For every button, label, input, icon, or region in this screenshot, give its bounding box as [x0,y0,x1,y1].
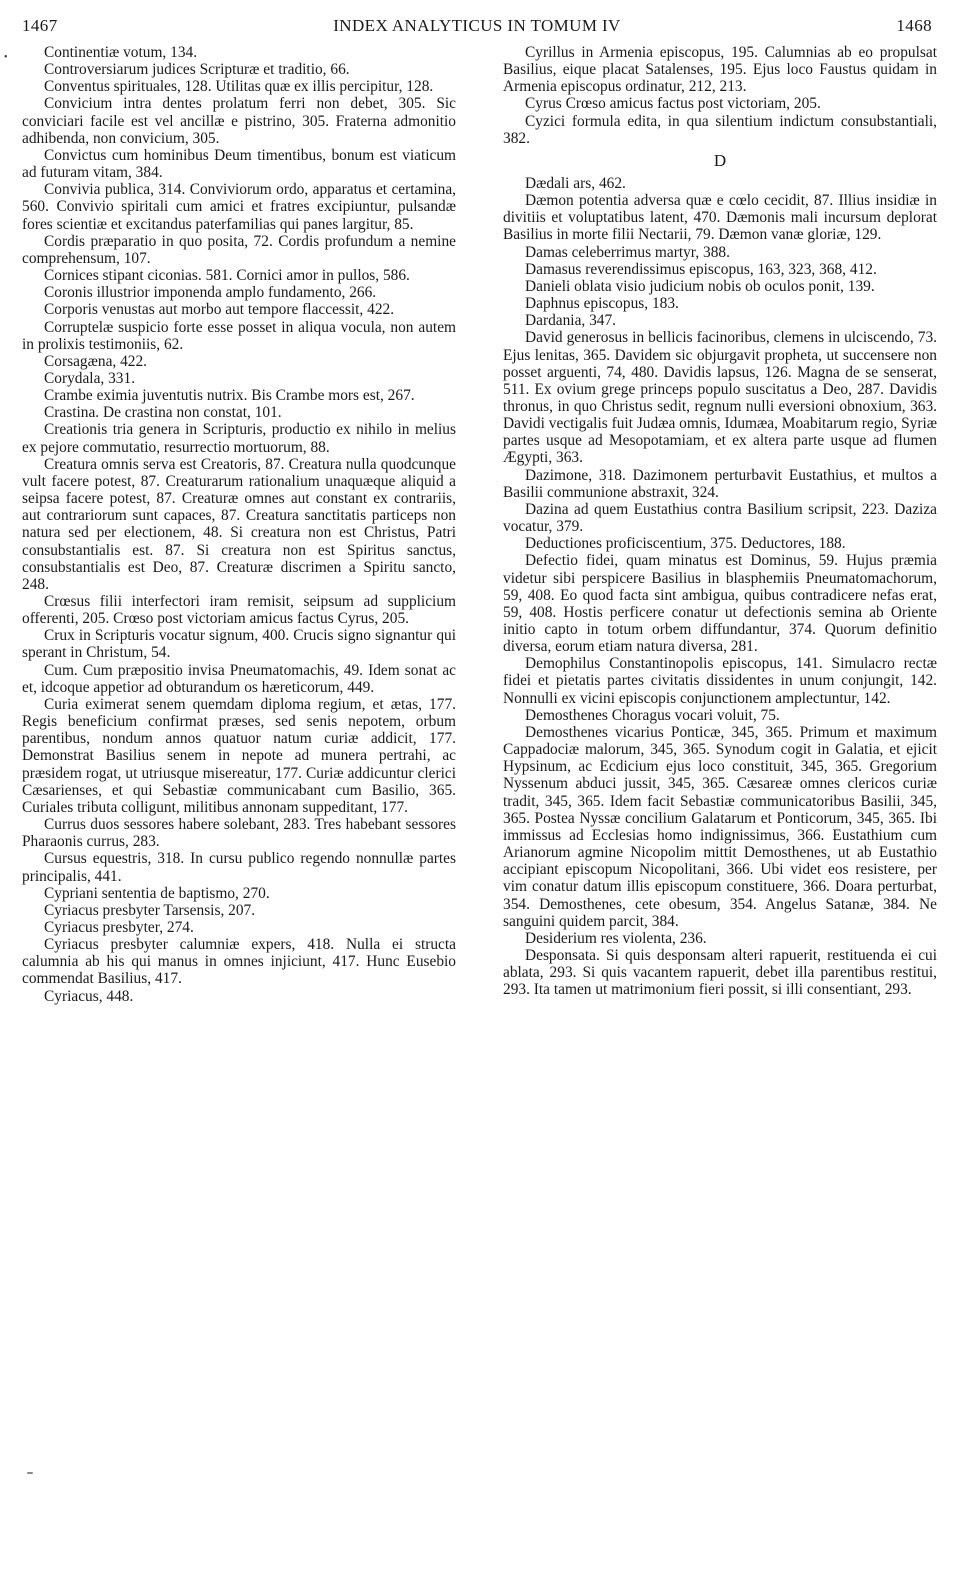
index-entry: Convivia publica, 314. Conviviorum ordo, apparatus et certamina, 560. Convivio spiritali cum amici et fratres excipiuntur, pulsandæ fores scientiæ et excitandus paterfamilias qui panes largitur, 85. [22,181,456,233]
index-entry: Cypriani sententia de baptismo, 270. [44,884,270,902]
index-entry: Dardania, 347. [525,312,617,330]
index-entries-d [503,175,937,999]
index-entry: Demophilus Constantinopolis episcopus, 141. Simulacro rectæ fidei et pietatis partes civitatis dissidentes in unum conjungit, 142. Nonnulli ex vicini episcopis conjunctionem amplectuntur, 142. [503,655,937,707]
index-entry: Corsagæna, 422. [44,352,148,370]
index-entry: David generosus in bellicis facinoribus, clemens in ulciscendo, 73. Ejus lenitas, 365. Davidem sic objurgavit propheta, ut succensere non posset arguenti, 74, 480. Davidis lapsus, 126. Magna de se senserat, 511. Ex ovium grege princeps populo suscitatus a Deo, 287. Davidis thronus, in quo Christus sedit, regnum nulli eversioni obnoxium, 363. Davidi vectigalis fuit Judæa omnis, Idumæa, Moabitarum regio, Syriæ partes usque ad Mesopotamiam, et ex altera parte usque ad flumen Ægypti, 363. [503,329,937,467]
index-entry: Daphnus episcopus, 183. [525,295,679,313]
margin-dot: • [4,52,8,63]
index-entry: Cyrus Crœso amicus factus post victoriam, 205. [525,95,821,113]
index-entry: Cursus equestris, 318. In cursu publico regendo nonnullæ partes principalis, 441. [22,850,456,885]
index-entry: Defectio fidei, quam minatus est Dominus, 59. Hujus præmia videtur sibi perspicere Basilius in blasphemiis Pneumatomachorum, 59, 408. Eo quod facta sint ambigua, quibus contradicere nefas erat, 59, 408. Hostis perficere conatur ut defectionis semina ab Oriente initio capto in totum orbem diffundantur, 374. Quorum definitio diversa, eorum etiam natura diversa, 281. [503,552,937,656]
running-title: INDEX ANALYTICUS IN TOMUM IV [333,16,621,35]
index-entry: Desiderium res violenta, 236. [525,929,707,947]
index-entry: Conventus spirituales, 128. Utilitas quæ ex illis percipitur, 128. [44,78,434,96]
index-entry: Controversiarum judices Scripturæ et traditio, 66. [44,61,350,79]
index-entry: Deductiones proficiscentium, 375. Deductores, 188. [525,535,846,553]
index-entry: Convicium intra dentes prolatum ferri non debet, 305. Sic conviciari facile est vel ancillæ e pistrino, 305. Fraterna admonitio adhibenda, non convicium, 305. [22,95,456,147]
page-number-left: 1467 [22,16,58,35]
index-entry: Coronis illustrior imponenda amplo fundamento, 266. [44,284,377,302]
index-entry: Cornices stipant ciconias. 581. Cornici amor in pullos, 586. [44,267,410,285]
index-entry: Damas celeberrimus martyr, 388. [525,243,730,261]
margin-smudge [27,1472,33,1474]
index-entry: Cyriacus, 448. [44,987,134,1005]
index-entry: Cyriacus presbyter, 274. [44,918,194,936]
index-entry: Demosthenes Choragus vocari voluit, 75. [525,706,780,724]
index-entry: Continentiæ votum, 134. [44,44,198,61]
index-entry: Corporis venustas aut morbo aut tempore flaccessit, 422. [44,301,395,319]
index-entry: Corydala, 331. [44,369,136,387]
index-entry: Dæmon potentia adversa quæ e cœlo cecidit, 87. Illius insidiæ in divitiis et voluptatibus latent, 470. Dæmonis mali incursum deplorat Basilius in morte filii Nectarii, 79. Dæmon vanæ gloriæ, 129. [503,192,937,244]
index-entry: Danieli oblata visio judicium nobis ob oculos ponit, 139. [525,277,875,295]
index-entry: Demosthenes vicarius Ponticæ, 345, 365. Primum et maximum Cappadociæ malorum, 345, 365. Synodum cogit in Galatia, et ejicit Hypsinum, ac Ecdicium ejus loco constituit, 345, 365. Gregorium Nyssenum abduci jussit, 345, 365. Cæsareæ omnes clericos curiæ tradit, 345, 365. Idem facit Sebastiæ communicatoribus Basilii, 345, 365. Postea Nyssæ concilium Galatarum et Ponticorum, 345, 365. Ibi immissus ad Ecclesias homo indignissimus, 366. Eustathium cum Arianorum agmine Nicopolim mittit Demosthenes, ut ab Eustathio accipiant episcopum Nicopolitani, 366. Ubi videt eos resistere, per vim conatur datum illis episcopum constituere, 366. Doara perturbat, 354. Demosthenes, cete obesum, 354. Angelus Satanæ, 384. Ne sanguini quidem parcit, 384. [503,723,937,930]
index-entry: Creatura omnis serva est Creatoris, 87. Creatura nulla quodcunque vult facere potest, 87. Creaturarum rationalium unaquæque aliquid a seipsa facere potest, 87. Creaturæ omnes aut constant ex contrariis, aut contrariorum sunt capaces, 87. Creatura sanctitatis particeps non natura sed per electionem, 48. Si creatura non est Christus, Patri consubstantialis est. 87. Si creatura non est Spiritus sanctus, consubstantialis est Deo, 87. Creaturæ discrimen a Spiritu sancto, 248. [22,455,456,593]
index-entry: Cyriacus presbyter calumniæ expers, 418. Nulla ei structa calumnia ab his qui manus in omnes injiciunt, 417. Hunc Eusebio commendat Basilius, 417. [22,936,456,988]
index-entry: Crœsus filii interfectori iram remisit, seipsum ad supplicium offerenti, 205. Crœso post victoriam amicus factus Cyrus, 205. [22,593,456,628]
index-entry: Creationis tria genera in Scripturis, productio ex nihilo in melius ex pejore commutatio, resurrectio mortuorum, 88. [22,421,456,456]
index-entry: Convictus cum hominibus Deum timentibus, bonum est viaticum ad futuram vitam, 384. [22,146,456,182]
index-entry: Curia eximerat senem quemdam diploma regium, et ætas, 177. Regis beneficium confirmat præses, sed senis nepotem, orbum parentibus, nondum annos quatuor natum curiæ addicit, 177. Demonstrat Basilius senem in nepote ad munera pertrahi, ac præsidem rogat, ut utriusque misereatur, 177. Curiæ addicuntur clerici Cæsarienses, et qui Sebastiæ communicabant cum Basilio, 365. Curiales tributa colligunt, militibus annonam suppeditant, 177. [22,695,456,816]
section-letter-heading: D [713,150,727,170]
index-entry: Cyrillus in Armenia episcopus, 195. Calumnias ab eo propulsat Basilius, eique placat Satalenses, 195. Ejus loco Faustus quidam in Armenia episcopus ordinatur, 212, 213. [503,44,937,96]
index-entry: Cyzici formula edita, in qua silentium indictum consubstantiali, 382. [503,112,937,147]
index-entry: Dædali ars, 462. [525,174,626,192]
index-entry: Desponsata. Si quis desponsam alteri rapuerit, restituenda ei cui ablata, 293. Si quis vacantem rapuerit, debet illa parentibus restitui, 293. Ita tamen ut matrimonium fieri possit, si illi consentiant, 293. [503,946,937,999]
index-entry: Currus duos sessores habere solebant, 283. Tres habebant sessores Pharaonis currus, 283. [22,816,456,851]
index-entry: Crux in Scripturis vocatur signum, 400. Crucis signo signantur qui sperant in Christum, 54. [22,627,456,662]
index-entry: Cum. Cum præpositio invisa Pneumatomachis, 49. Idem sonat ac et, idcoque appetior ad obturandum os hæreticorum, 449. [22,661,456,696]
index-entries-c-continued [503,44,937,147]
index-entry: Crastina. De crastina non constat, 101. [44,404,282,422]
page-header [22,14,932,38]
index-entry: Dazina ad quem Eustathius contra Basilium scripsit, 223. Daziza vocatur, 379. [503,500,937,536]
index-entry: Corruptelæ suspicio forte esse posset in aliqua vocula, non autem in prolixis testimoniis, 62. [22,318,456,353]
index-column-left [22,44,456,1005]
index-entry: Damasus reverendissimus episcopus, 163, 323, 368, 412. [525,260,877,278]
index-entry: Cordis præparatio in quo posita, 72. Cordis profundum a nemine comprehensum, 107. [22,232,456,267]
index-entry: Crambe eximia juventutis nutrix. Bis Crambe mors est, 267. [44,387,415,405]
page-number-right: 1468 [896,16,932,35]
index-entry: Cyriacus presbyter Tarsensis, 207. [44,901,256,919]
index-entry: Dazimone, 318. Dazimonem perturbavit Eustathius, et multos a Basilii communione abstraxit, 324. [503,466,937,501]
index-column-right [503,44,937,998]
